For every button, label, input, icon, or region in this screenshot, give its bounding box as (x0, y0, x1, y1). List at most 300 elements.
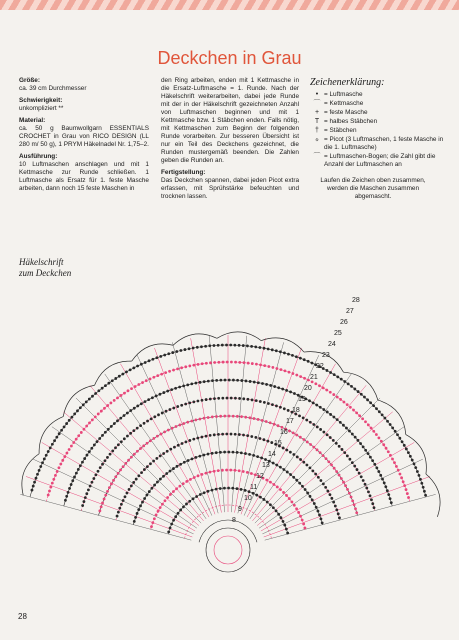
chart-stitch (207, 416, 210, 419)
chart-stitch (171, 351, 174, 354)
chart-stitch (167, 429, 170, 432)
chart-stitch (242, 470, 245, 473)
chart-stitch (344, 484, 347, 487)
chart-stitch (228, 415, 231, 418)
chart-stitch (66, 452, 69, 455)
chart-stitch (211, 452, 214, 455)
chart-stitch (251, 399, 254, 402)
chart-stitch (150, 487, 153, 490)
chart-stitch (205, 398, 208, 401)
chart-stitch (101, 434, 104, 437)
chart-stitch (103, 407, 106, 410)
chart-stitch (169, 470, 172, 473)
chart-stitch (273, 423, 276, 426)
chart-stitch (221, 469, 224, 472)
chart-stitch (250, 435, 253, 438)
chart-stitch (269, 481, 272, 484)
chart-stitch (55, 436, 58, 439)
chart-stitch (394, 430, 397, 433)
chart-stitch (153, 415, 156, 418)
chart-stitch (306, 464, 309, 467)
chart-stitch (304, 527, 307, 530)
chart-stitch (357, 390, 360, 393)
chart-stitch (58, 432, 61, 435)
chart-stitch (84, 496, 87, 499)
chart-stitch (150, 417, 153, 420)
round-number: 23 (322, 352, 330, 359)
chart-stitch (111, 450, 114, 453)
chart-stitch (373, 506, 376, 509)
chart-caption-line1: Häkelschrift (19, 257, 64, 267)
chart-stitch (209, 398, 212, 401)
chart-stitch (88, 422, 91, 425)
chart-stitch (168, 408, 171, 411)
chart-stitch (68, 419, 71, 422)
chart-stitch (150, 525, 153, 528)
chart-stitch (293, 504, 296, 507)
chart-stitch (87, 488, 90, 491)
chart-stitch (247, 362, 250, 365)
chart-stitch (77, 434, 80, 437)
crochet-chart-diagram (0, 230, 459, 612)
chart-stitch (107, 382, 110, 385)
chart-stitch (265, 383, 268, 386)
legend-item: T = halbes Stäbchen (310, 118, 450, 126)
chart-stitch (185, 441, 188, 444)
chart-stitch (276, 486, 279, 489)
chart-stitch (133, 453, 136, 456)
chart-stitch (333, 373, 336, 376)
chart-stitch (162, 391, 165, 394)
chart-stitch (375, 466, 378, 469)
chart-stitch (411, 459, 414, 462)
chart-stitch (39, 465, 42, 468)
chart-stitch (170, 388, 173, 391)
chart-stitch (271, 403, 274, 406)
chart-stitch (163, 354, 166, 357)
chart-stitch (386, 420, 389, 423)
chart-stitch (317, 510, 320, 513)
chart-stitch (144, 400, 147, 403)
chart-stitch (345, 427, 348, 430)
chart-stitch (360, 475, 363, 478)
chart-stitch (177, 512, 180, 515)
chart-stitch (139, 424, 142, 427)
chart-stitch (329, 436, 332, 439)
chart-stitch (375, 433, 378, 436)
chart-stitch (261, 382, 264, 385)
chart-stitch (280, 368, 283, 371)
chart-stitch (178, 386, 181, 389)
legend-column (310, 77, 450, 201)
chart-stitch (215, 451, 218, 454)
chart-stitch (265, 420, 268, 423)
chart-stitch (130, 456, 133, 459)
legend-item: ⌒ = Luftmaschen-Bogen; die Zahl gibt die Anzahl der Luftmaschen an (310, 153, 450, 169)
round-number: 10 (244, 495, 252, 502)
chart-stitch (292, 432, 295, 435)
chart-stitch (186, 421, 189, 424)
chart-stitch (369, 456, 372, 459)
chart-stitch (136, 450, 139, 453)
chart-stitch (162, 475, 165, 478)
chart-stitch (170, 523, 173, 526)
chart-stitch (81, 504, 84, 507)
chart-stitch (283, 524, 286, 527)
round-number: 9 (238, 506, 242, 513)
chart-stitch (332, 501, 335, 504)
chart-stitch (244, 489, 247, 492)
chart-stitch (254, 345, 257, 348)
chart-stitch (283, 407, 286, 410)
chart-stitch (167, 530, 170, 533)
chart-stitch (399, 473, 402, 476)
round-number: 25 (334, 330, 342, 337)
chart-stitch (155, 457, 158, 460)
chart-stitch (353, 388, 356, 391)
chart-stitch (249, 380, 252, 383)
chart-stitch (288, 497, 291, 500)
chart-stitch (301, 485, 304, 488)
difficulty-text: unkompliziert ** (19, 105, 64, 112)
chart-stitch (358, 472, 361, 475)
chart-stitch (246, 434, 249, 437)
chart-stitch (137, 474, 140, 477)
chart-stitch (299, 515, 302, 518)
chart-stitch (381, 478, 384, 481)
chart-stitch (377, 470, 380, 473)
chart-stitch (219, 379, 222, 382)
chart-stitch (406, 492, 409, 495)
chart-stitch (176, 465, 179, 468)
chart-stitch (264, 458, 267, 461)
chart-stitch (257, 381, 260, 384)
chart-stitch (233, 344, 236, 347)
chart-stitch (213, 433, 216, 436)
chart-spoke (265, 494, 436, 540)
chart-stitch (355, 511, 358, 514)
chart-stitch (136, 365, 139, 368)
chart-stitch (178, 485, 181, 488)
chart-stitch (143, 468, 146, 471)
chart-stitch (292, 476, 295, 479)
chart-stitch (129, 368, 132, 371)
chart-stitch (289, 451, 292, 454)
chart-stitch (356, 439, 359, 442)
round-number: 26 (340, 319, 348, 326)
page-number: 28 (18, 612, 27, 621)
chart-stitch (298, 414, 301, 417)
chart-stitch (269, 503, 272, 506)
chart-stitch (258, 346, 261, 349)
chart-stitch (387, 450, 390, 453)
chart-stitch (389, 497, 392, 500)
chart-stitch (244, 452, 247, 455)
chart-center-ring (214, 536, 242, 564)
chart-stitch (172, 467, 175, 470)
chart-stitch (76, 409, 79, 412)
chart-stitch (352, 409, 355, 412)
chart-stitch (403, 484, 406, 487)
chart-stitch (126, 412, 129, 415)
chart-stitch (314, 473, 317, 476)
chart-stitch (322, 431, 325, 434)
chart-stitch (143, 422, 146, 425)
chart-stitch (104, 384, 107, 387)
chart-stitch (338, 516, 341, 519)
chart-stitch (203, 417, 206, 420)
chart-stitch (116, 396, 119, 399)
chart-stitch (188, 401, 191, 404)
chart-stitch (179, 509, 182, 512)
chart-stitch (165, 410, 168, 413)
chart-stitch (205, 435, 208, 438)
chart-stitch (68, 448, 71, 451)
chart-scallop (378, 400, 406, 434)
chart-stitch (153, 376, 156, 379)
chart-stitch (140, 363, 143, 366)
chart-stitch (335, 442, 338, 445)
chart-stitch (184, 403, 187, 406)
chart-stitch (146, 442, 149, 445)
chart-stitch (317, 476, 320, 479)
chart-stitch (254, 436, 257, 439)
chart-stitch (285, 449, 288, 452)
chart-stitch (306, 491, 309, 494)
single-crochet-icon: + (314, 109, 320, 116)
execution-heading: Ausführung: (19, 153, 58, 160)
chart-stitch (217, 397, 220, 400)
chart-stitch (369, 401, 372, 404)
chart-stitch (329, 371, 332, 374)
chart-stitch (90, 447, 93, 450)
chart-stitch (160, 373, 163, 376)
chart-stitch (178, 424, 181, 427)
chart-stitch (225, 433, 228, 436)
chart-stitch (346, 488, 349, 491)
chart-stitch (125, 371, 128, 374)
chart-stitch (215, 379, 218, 382)
chart-stitch (230, 433, 233, 436)
chart-stitch (209, 361, 212, 364)
chart-stitch (123, 392, 126, 395)
chart-stitch (350, 496, 353, 499)
chart-stitch (325, 457, 328, 460)
chart-stitch (204, 345, 207, 348)
chart-spoke (257, 412, 393, 526)
chart-stitch (113, 399, 116, 402)
chart-stitch (304, 488, 307, 491)
chart-stitch (238, 344, 241, 347)
chart-stitch (306, 441, 309, 444)
chart-stitch (240, 452, 243, 455)
chart-stitch (405, 448, 408, 451)
chart-stitch (98, 437, 101, 440)
chart-stitch (126, 492, 129, 495)
chart-stitch (238, 361, 241, 364)
chart-stitch (360, 393, 363, 396)
chart-stitch (259, 363, 262, 366)
chart-stitch (221, 397, 224, 400)
chart-stitch (177, 444, 180, 447)
chart-stitch (161, 503, 164, 506)
chart-stitch (365, 487, 368, 490)
chart-stitch (215, 488, 218, 491)
chart-spoke (247, 364, 336, 517)
chart-stitch (259, 400, 262, 403)
chart-stitch (159, 393, 162, 396)
finishing-text: Das Deckchen spannen, dabei jeden Picot extra erfassen, mit Sprühstärke befeuchten und trocknen lassen. (161, 177, 299, 200)
chart-stitch (251, 362, 254, 365)
chart-stitch (213, 470, 216, 473)
chart-stitch (314, 382, 317, 385)
chart-stitch (288, 371, 291, 374)
chart-stitch (263, 347, 266, 350)
chart-stitch (343, 401, 346, 404)
chart-stitch (422, 486, 425, 489)
chart-stitch (172, 490, 175, 493)
chart-stitch (326, 490, 329, 493)
page-title: Deckchen in Grau (157, 48, 302, 68)
chart-stitch (49, 446, 52, 449)
chart-stitch (269, 421, 272, 424)
chart-stitch (201, 399, 204, 402)
chart-stitch (337, 512, 340, 515)
chart-stitch (377, 436, 380, 439)
chart-stitch (403, 444, 406, 447)
chart-stitch (282, 468, 285, 471)
chart-stitch (207, 453, 210, 456)
chart-stitch (402, 480, 405, 483)
chart-stitch (145, 379, 148, 382)
chart-stitch (234, 397, 237, 400)
chart-stitch (236, 451, 239, 454)
chart-stitch (71, 416, 74, 419)
chart-stitch (68, 487, 71, 490)
chart-stitch (334, 505, 337, 508)
chart-stitch (299, 458, 302, 461)
chart-stitch (382, 443, 385, 446)
chart-stitch (182, 505, 185, 508)
chart-stitch (140, 402, 143, 405)
chart-stitch (299, 436, 302, 439)
chart-stitch (219, 451, 222, 454)
chart-stitch (230, 361, 233, 364)
chart-stitch (157, 413, 160, 416)
chart-stitch (343, 380, 346, 383)
chart-stitch (349, 406, 352, 409)
chart-stitch (261, 419, 264, 422)
chart-stitch (104, 459, 107, 462)
finishing-heading: Fertigstellung: (161, 169, 206, 176)
chart-stitch (65, 422, 68, 425)
chart-stitch (136, 512, 139, 515)
chart-stitch (166, 390, 169, 393)
chart-stitch (197, 363, 200, 366)
chart-stitch (70, 483, 73, 486)
chart-stitch (234, 469, 237, 472)
chart-stitch (409, 455, 412, 458)
chart-stitch (70, 445, 73, 448)
chart-stitch (295, 479, 298, 482)
chart-stitch (211, 379, 214, 382)
chart-stitch (288, 430, 291, 433)
chart-stitch (333, 467, 336, 470)
chart-stitch (255, 494, 258, 497)
chart-stitch (217, 344, 220, 347)
chart-stitch (359, 442, 362, 445)
chart-stitch (355, 411, 358, 414)
chart-stitch (141, 381, 144, 384)
chart-stitch (85, 425, 88, 428)
chart-stitch (252, 454, 255, 457)
chart-stitch (100, 410, 103, 413)
chart-stitch (199, 418, 202, 421)
chart-stitch (348, 492, 351, 495)
chart-stitch (318, 384, 321, 387)
chart-stitch (247, 398, 250, 401)
chart-stitch (116, 515, 119, 518)
chart-stitch (75, 472, 78, 475)
chart-stitch (369, 494, 372, 497)
chart-stitch (295, 374, 298, 377)
chart-stitch (145, 494, 148, 497)
chart-stitch (351, 433, 354, 436)
chart-stitch (195, 495, 198, 498)
chart-stitch (299, 357, 302, 360)
chart-stitch (389, 454, 392, 457)
chart-stitch (336, 396, 339, 399)
chart-stitch (96, 440, 99, 443)
chart-stitch (48, 490, 51, 493)
chart-stitch (54, 474, 57, 477)
chart-stitch (236, 415, 239, 418)
chart-stitch (226, 361, 229, 364)
chart-stitch (111, 379, 114, 382)
chart-stitch (56, 470, 59, 473)
chart-stitch (139, 447, 142, 450)
chart-stitch (92, 477, 95, 480)
legend-item: + = feste Masche (310, 109, 450, 117)
chart-stitch (287, 353, 290, 356)
chart-stitch (350, 385, 353, 388)
chart-stitch (136, 427, 139, 430)
top-decor-strip (0, 0, 459, 10)
chart-stitch (127, 389, 130, 392)
chart-stitch (174, 387, 177, 390)
chart-stitch (162, 452, 165, 455)
chart-stitch (188, 500, 191, 503)
chart-stitch (106, 490, 109, 493)
legend-item: • = Luftmasche (310, 91, 450, 99)
chart-stitch (120, 503, 123, 506)
chart-stitch (232, 415, 235, 418)
chart-stitch (101, 501, 104, 504)
chart-stitch (234, 433, 237, 436)
chart-stitch (181, 442, 184, 445)
chart-stitch (188, 439, 191, 442)
chart-stitch (285, 528, 288, 531)
chart-stitch (151, 521, 154, 524)
chart-stitch (134, 516, 137, 519)
size-text: ca. 39 cm Durchmesser (19, 85, 87, 92)
legend-title: Zeichenerklärung: (310, 77, 385, 88)
chart-stitch (354, 507, 357, 510)
chart-stitch (286, 532, 289, 535)
chart-stitch (364, 483, 367, 486)
chart-stitch (346, 403, 349, 406)
chart-stitch (61, 459, 64, 462)
